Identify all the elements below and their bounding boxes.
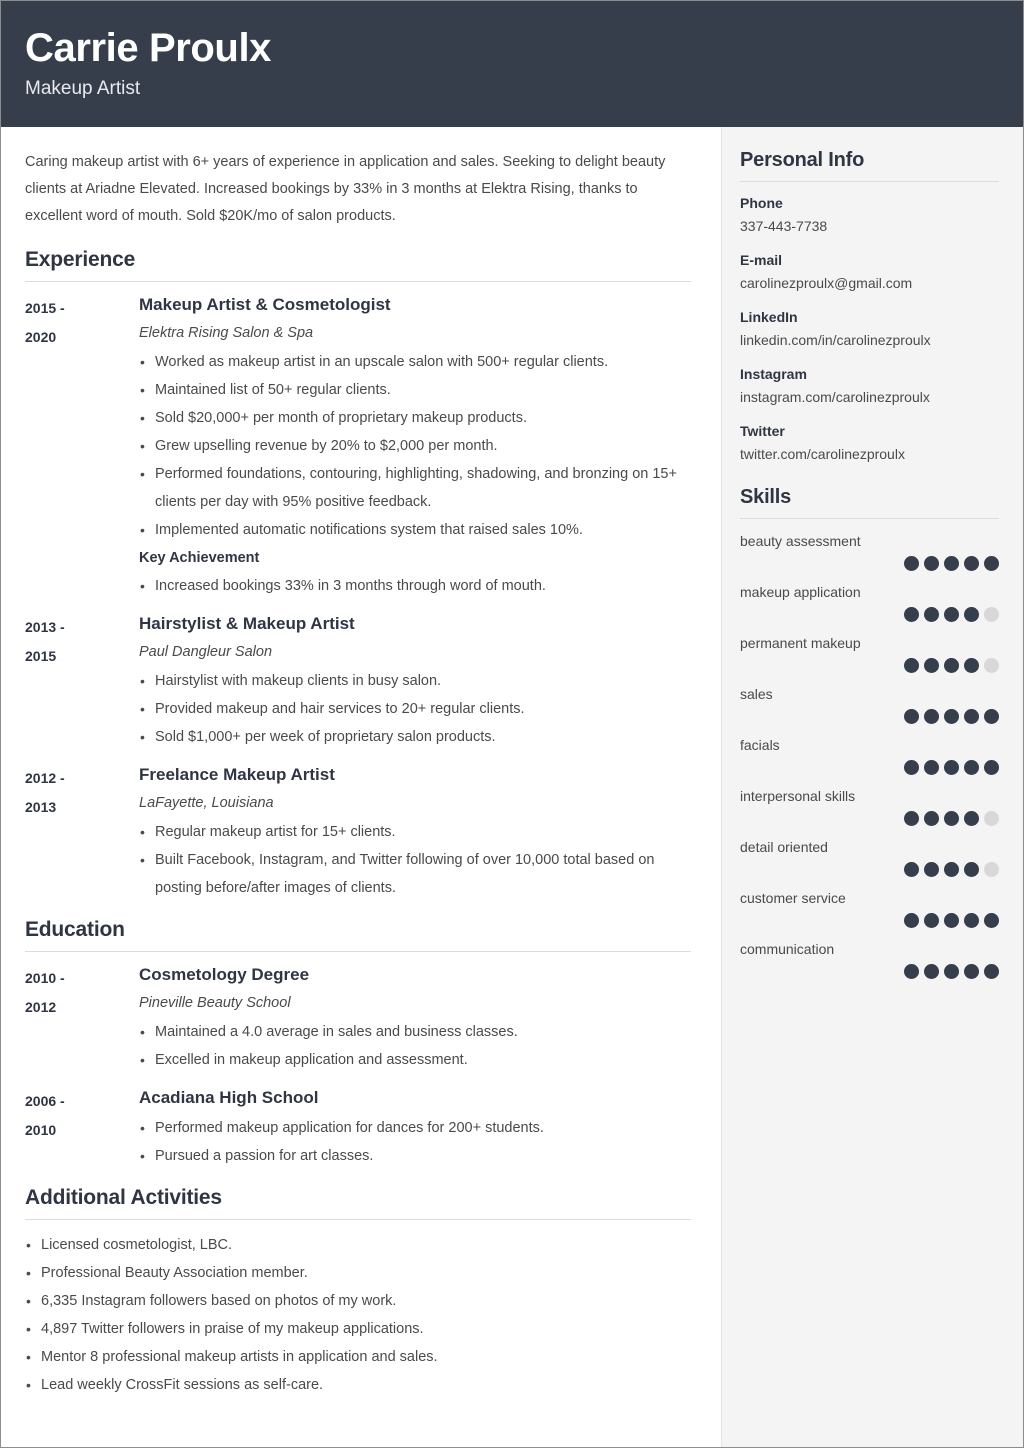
entry-subtitle: Elektra Rising Salon & Spa bbox=[139, 325, 314, 341]
skill-rating bbox=[740, 658, 999, 673]
entry-date-range bbox=[25, 963, 139, 1022]
info-value[interactable]: carolinezproulx@gmail.com bbox=[740, 275, 913, 291]
rating-dot-filled bbox=[984, 913, 999, 928]
entry-bullets bbox=[139, 1018, 691, 1074]
rating-dot-filled bbox=[944, 760, 959, 775]
entry-subtitle: Pineville Beauty School bbox=[139, 995, 291, 1011]
rating-dot-filled bbox=[924, 556, 939, 571]
skill-item bbox=[740, 631, 999, 673]
entry-body bbox=[139, 612, 691, 751]
education-heading: Education bbox=[25, 918, 691, 952]
entry-date-range bbox=[25, 1086, 139, 1145]
info-value[interactable]: twitter.com/carolinezproulx bbox=[740, 446, 905, 462]
personal-info-heading: Personal Info bbox=[740, 149, 999, 182]
activity-item: • Mentor 8 professional makeup artists in application and sales. bbox=[25, 1343, 691, 1371]
rating-dot-filled bbox=[904, 964, 919, 979]
entry-date-end: 2010 bbox=[25, 1122, 57, 1138]
rating-dot-filled bbox=[904, 760, 919, 775]
rating-dot-filled bbox=[964, 862, 979, 877]
rating-dot-filled bbox=[984, 709, 999, 724]
entry-date-end: 2012 bbox=[25, 999, 57, 1015]
entry-bullets bbox=[139, 348, 691, 544]
personal-info-block bbox=[740, 149, 999, 466]
activities-heading: Additional Activities bbox=[25, 1186, 691, 1220]
bullet-item: • Provided makeup and hair services to 20+ regular clients. bbox=[139, 695, 691, 723]
rating-dot-filled bbox=[964, 658, 979, 673]
rating-dot-filled bbox=[984, 964, 999, 979]
skill-rating bbox=[740, 964, 999, 979]
rating-dot-filled bbox=[924, 658, 939, 673]
rating-dot-filled bbox=[904, 607, 919, 622]
entry-date-start: 2006 - bbox=[25, 1093, 65, 1109]
candidate-role: Makeup Artist bbox=[25, 78, 141, 99]
bullet-item: • Performed makeup application for dances for 200+ students. bbox=[139, 1114, 691, 1142]
info-item bbox=[740, 192, 999, 238]
info-label: E-mail bbox=[740, 252, 783, 268]
skill-item bbox=[740, 784, 999, 826]
bullet-item: • Pursued a passion for art classes. bbox=[139, 1142, 691, 1170]
rating-dot-filled bbox=[984, 556, 999, 571]
entry-date-end: 2015 bbox=[25, 648, 57, 664]
rating-dot-filled bbox=[964, 811, 979, 826]
activity-item: • 4,897 Twitter followers in praise of my makeup applications. bbox=[25, 1315, 691, 1343]
entry-bullets bbox=[139, 667, 691, 751]
education-entries bbox=[25, 963, 691, 1170]
rating-dot-filled bbox=[924, 964, 939, 979]
bullet-item: • Regular makeup artist for 15+ clients. bbox=[139, 818, 691, 846]
rating-dot-empty bbox=[984, 658, 999, 673]
rating-dot-filled bbox=[904, 913, 919, 928]
entry-bullets bbox=[139, 1114, 691, 1170]
activity-item: • Licensed cosmetologist, LBC. bbox=[25, 1231, 691, 1259]
candidate-name: Carrie Proulx bbox=[25, 26, 272, 70]
activity-item: • 6,335 Instagram followers based on photos of my work. bbox=[25, 1287, 691, 1315]
resume-body bbox=[1, 127, 1023, 1447]
bullet-item: • Increased bookings 33% in 3 months through word of mouth. bbox=[139, 572, 691, 600]
entry-date-range bbox=[25, 612, 139, 671]
personal-info-items bbox=[740, 192, 999, 466]
info-value[interactable]: 337-443-7738 bbox=[740, 218, 828, 234]
skills-block bbox=[740, 486, 999, 979]
rating-dot-filled bbox=[944, 811, 959, 826]
skill-item bbox=[740, 733, 999, 775]
experience-entries bbox=[25, 293, 691, 902]
rating-dot-filled bbox=[944, 964, 959, 979]
info-label: LinkedIn bbox=[740, 309, 798, 325]
entry-date-end: 2013 bbox=[25, 799, 57, 815]
entry-date-end: 2020 bbox=[25, 329, 57, 345]
skill-name: makeup application bbox=[740, 584, 861, 600]
rating-dot-filled bbox=[964, 964, 979, 979]
rating-dot-filled bbox=[924, 760, 939, 775]
bullet-item: • Maintained list of 50+ regular clients. bbox=[139, 376, 691, 404]
skill-name: detail oriented bbox=[740, 839, 828, 855]
entry-body bbox=[139, 293, 691, 600]
rating-dot-filled bbox=[944, 658, 959, 673]
bullet-item: • Maintained a 4.0 average in sales and business classes. bbox=[139, 1018, 691, 1046]
resume-entry bbox=[25, 612, 691, 751]
key-achievement-bullets bbox=[139, 572, 691, 600]
rating-dot-filled bbox=[904, 658, 919, 673]
skill-item bbox=[740, 682, 999, 724]
rating-dot-filled bbox=[904, 556, 919, 571]
key-achievement-label: Key Achievement bbox=[139, 550, 260, 566]
skill-item bbox=[740, 529, 999, 571]
skills-heading: Skills bbox=[740, 486, 999, 519]
bullet-item: • Sold $20,000+ per month of proprietary makeup products. bbox=[139, 404, 691, 432]
info-item bbox=[740, 306, 999, 352]
bullet-item: • Worked as makeup artist in an upscale salon with 500+ regular clients. bbox=[139, 348, 691, 376]
skill-rating bbox=[740, 607, 999, 622]
skill-name: customer service bbox=[740, 890, 846, 906]
skill-rating bbox=[740, 811, 999, 826]
entry-title: Cosmetology Degree bbox=[139, 965, 310, 984]
skill-name: communication bbox=[740, 941, 835, 957]
education-section bbox=[25, 918, 691, 1170]
info-item bbox=[740, 420, 999, 466]
rating-dot-filled bbox=[964, 760, 979, 775]
skill-rating bbox=[740, 760, 999, 775]
skill-name: beauty assessment bbox=[740, 533, 861, 549]
skill-rating bbox=[740, 913, 999, 928]
professional-summary: Caring makeup artist with 6+ years of experience in application and sales. Seeking to delight beauty clients at Ariadne Elevated. Increased bookings by 33% in 3 months at Elektra Rising, thanks to excellent word of mouth. Sold $20K/mo of salon products. bbox=[25, 154, 666, 224]
experience-section bbox=[25, 248, 691, 902]
entry-bullets bbox=[139, 818, 691, 902]
resume-entry bbox=[25, 763, 691, 902]
skill-item bbox=[740, 886, 999, 928]
entry-title: Freelance Makeup Artist bbox=[139, 765, 335, 784]
experience-heading: Experience bbox=[25, 248, 691, 282]
rating-dot-filled bbox=[964, 709, 979, 724]
entry-date-range bbox=[25, 763, 139, 822]
rating-dot-filled bbox=[904, 709, 919, 724]
skills-items bbox=[740, 529, 999, 979]
bullet-item: • Implemented automatic notifications system that raised sales 10%. bbox=[139, 516, 691, 544]
info-label: Twitter bbox=[740, 423, 785, 439]
info-item bbox=[740, 249, 999, 295]
activity-item: • Lead weekly CrossFit sessions as self-care. bbox=[25, 1371, 691, 1399]
rating-dot-filled bbox=[944, 556, 959, 571]
rating-dot-filled bbox=[924, 913, 939, 928]
entry-title: Acadiana High School bbox=[139, 1088, 319, 1107]
entry-body bbox=[139, 1086, 691, 1170]
rating-dot-empty bbox=[984, 862, 999, 877]
activities-section bbox=[25, 1186, 691, 1399]
entry-body bbox=[139, 963, 691, 1074]
resume-header bbox=[1, 1, 1023, 127]
rating-dot-filled bbox=[944, 913, 959, 928]
rating-dot-filled bbox=[904, 811, 919, 826]
rating-dot-filled bbox=[944, 862, 959, 877]
skill-item bbox=[740, 937, 999, 979]
bullet-item: • Performed foundations, contouring, highlighting, shadowing, and bronzing on 15+ clients per day with 95% positive feedback. bbox=[139, 460, 691, 516]
bullet-item: • Built Facebook, Instagram, and Twitter following of over 10,000 total based on posting before/after images of clients. bbox=[139, 846, 691, 902]
main-column bbox=[1, 127, 721, 1447]
entry-body bbox=[139, 763, 691, 902]
entry-date-range bbox=[25, 293, 139, 352]
entry-date-start: 2015 - bbox=[25, 300, 65, 316]
bullet-item: • Excelled in makeup application and assessment. bbox=[139, 1046, 691, 1074]
bullet-item: • Grew upselling revenue by 20% to $2,000 per month. bbox=[139, 432, 691, 460]
entry-subtitle: Paul Dangleur Salon bbox=[139, 644, 273, 660]
skill-item bbox=[740, 835, 999, 877]
entry-date-start: 2012 - bbox=[25, 770, 65, 786]
activities-list bbox=[25, 1231, 691, 1399]
skill-name: sales bbox=[740, 686, 773, 702]
info-label: Phone bbox=[740, 195, 783, 211]
info-value[interactable]: instagram.com/carolinezproulx bbox=[740, 389, 930, 405]
skill-name: permanent makeup bbox=[740, 635, 861, 651]
info-label: Instagram bbox=[740, 366, 807, 382]
entry-date-start: 2010 - bbox=[25, 970, 65, 986]
skill-name: interpersonal skills bbox=[740, 788, 856, 804]
info-item bbox=[740, 363, 999, 409]
rating-dot-filled bbox=[964, 913, 979, 928]
skill-rating bbox=[740, 862, 999, 877]
sidebar-column bbox=[721, 127, 1023, 1447]
rating-dot-filled bbox=[964, 607, 979, 622]
resume-entry bbox=[25, 963, 691, 1074]
entry-subtitle: LaFayette, Louisiana bbox=[139, 795, 274, 811]
rating-dot-empty bbox=[984, 607, 999, 622]
rating-dot-filled bbox=[924, 811, 939, 826]
rating-dot-filled bbox=[944, 709, 959, 724]
activity-item: • Professional Beauty Association member. bbox=[25, 1259, 691, 1287]
skill-name: facials bbox=[740, 737, 780, 753]
resume-entry bbox=[25, 1086, 691, 1170]
rating-dot-empty bbox=[984, 811, 999, 826]
entry-title: Makeup Artist & Cosmetologist bbox=[139, 295, 391, 314]
rating-dot-filled bbox=[904, 862, 919, 877]
bullet-item: • Hairstylist with makeup clients in busy salon. bbox=[139, 667, 691, 695]
rating-dot-filled bbox=[924, 862, 939, 877]
bullet-item: • Sold $1,000+ per week of proprietary salon products. bbox=[139, 723, 691, 751]
info-value[interactable]: linkedin.com/in/carolinezproulx bbox=[740, 332, 931, 348]
rating-dot-filled bbox=[924, 709, 939, 724]
resume-entry bbox=[25, 293, 691, 600]
entry-title: Hairstylist & Makeup Artist bbox=[139, 614, 355, 633]
skill-item bbox=[740, 580, 999, 622]
rating-dot-filled bbox=[944, 607, 959, 622]
skill-rating bbox=[740, 556, 999, 571]
rating-dot-filled bbox=[964, 556, 979, 571]
rating-dot-filled bbox=[984, 760, 999, 775]
skill-rating bbox=[740, 709, 999, 724]
entry-date-start: 2013 - bbox=[25, 619, 65, 635]
rating-dot-filled bbox=[924, 607, 939, 622]
